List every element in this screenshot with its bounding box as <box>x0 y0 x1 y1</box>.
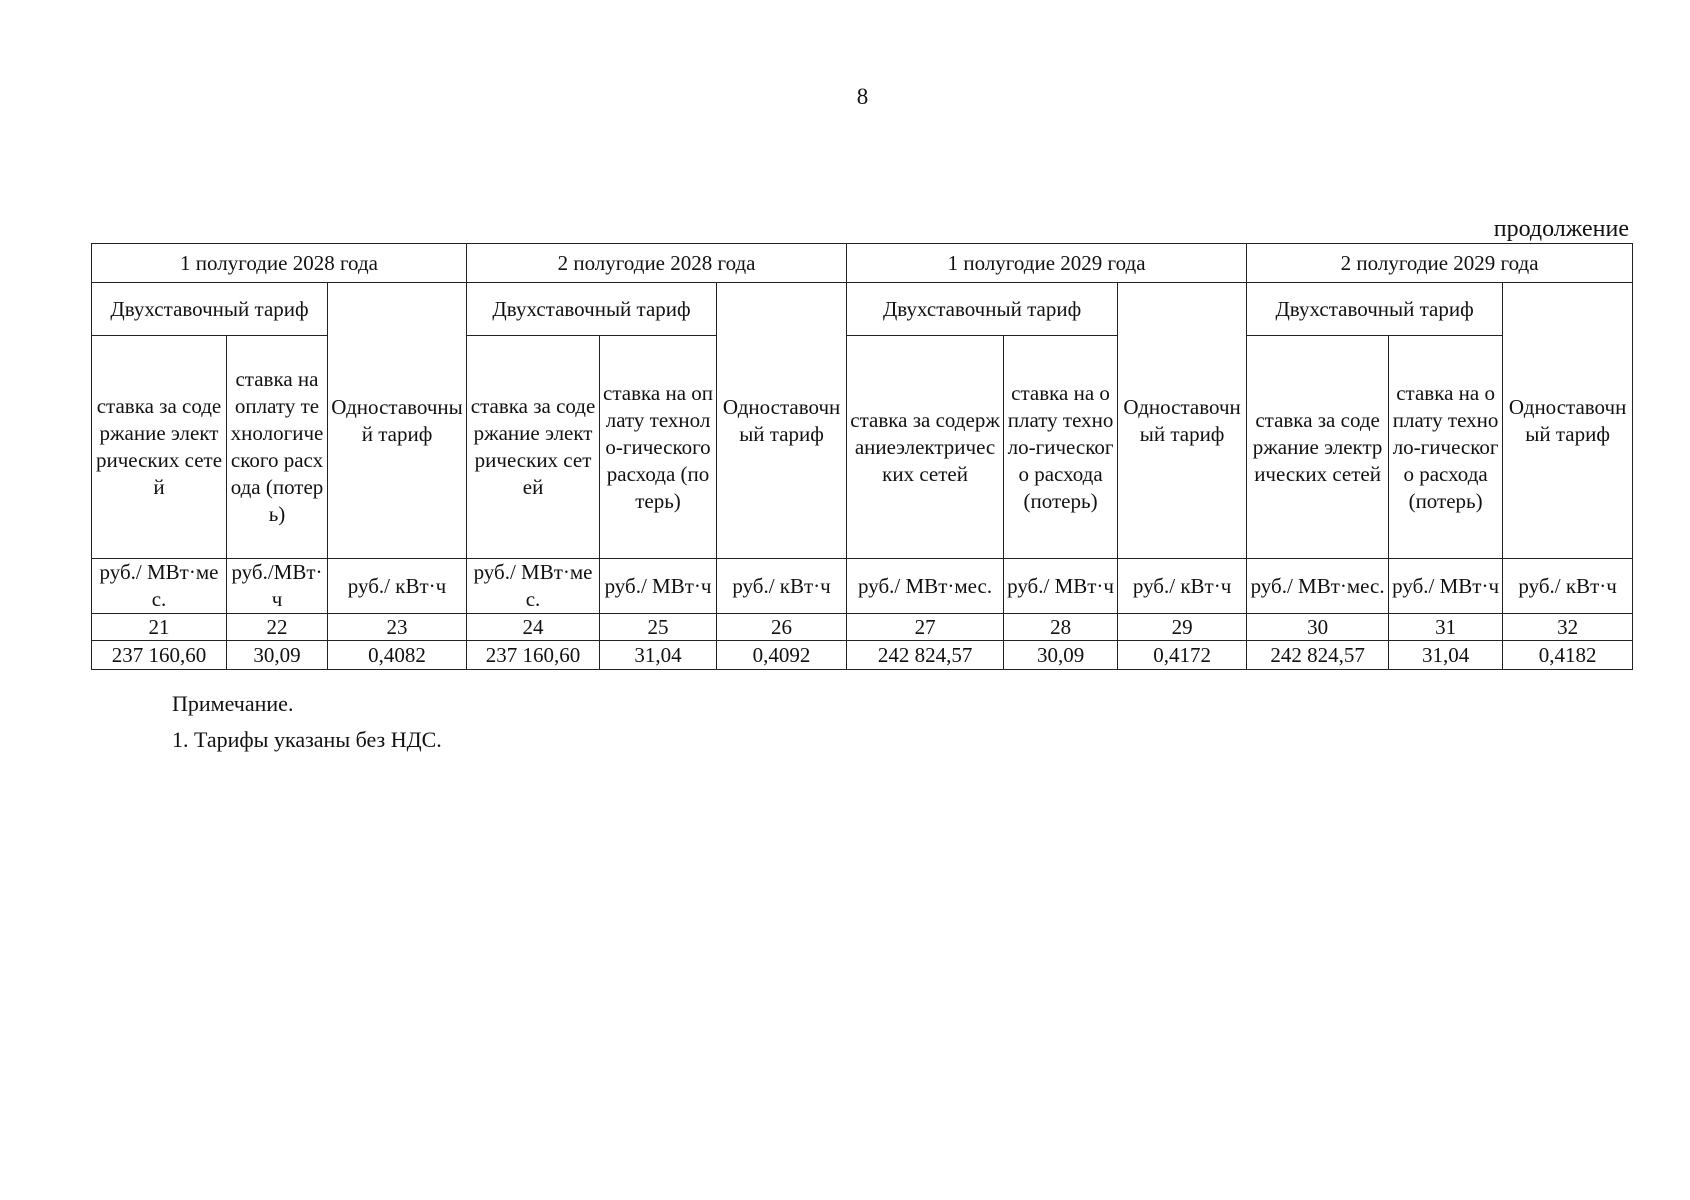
tariff-table-container <box>91 243 1632 670</box>
unit-cell: руб./ кВт·ч <box>1503 559 1633 614</box>
values-row <box>92 641 1633 670</box>
loss-rate-header: ставка на оплату технологического расхода (потерь) <box>227 336 328 559</box>
maintenance-rate-header: ставка за содержание электрических сетей <box>467 336 600 559</box>
unit-cell: руб./ кВт·ч <box>328 559 467 614</box>
unit-cell: руб./ МВт·ч <box>1389 559 1503 614</box>
column-number-cell: 29 <box>1118 614 1247 641</box>
column-number-cell: 27 <box>847 614 1004 641</box>
maintenance-rate-header: ставка за содержание электрических сетей <box>92 336 227 559</box>
unit-cell: руб./ МВт·мес. <box>847 559 1004 614</box>
unit-cell: руб./ МВт·ч <box>1004 559 1118 614</box>
value-cell: 31,04 <box>600 641 717 670</box>
two-part-tariff-header: Двухставочный тариф <box>847 283 1118 336</box>
unit-cell: руб./ кВт·ч <box>717 559 847 614</box>
column-number-cell: 24 <box>467 614 600 641</box>
maintenance-rate-header: ставка за содержание электрических сетей <box>1247 336 1389 559</box>
single-rate-tariff-header: Одноставочный тариф <box>328 283 467 559</box>
two-part-tariff-header: Двухставочный тариф <box>467 283 717 336</box>
tariff-type-header-row <box>92 283 1633 336</box>
tariff-table <box>91 243 1633 670</box>
value-cell: 30,09 <box>1004 641 1118 670</box>
unit-cell: руб./ МВт·мес. <box>92 559 227 614</box>
column-number-cell: 28 <box>1004 614 1118 641</box>
value-cell: 237 160,60 <box>92 641 227 670</box>
column-number-cell: 31 <box>1389 614 1503 641</box>
value-cell: 0,4092 <box>717 641 847 670</box>
single-rate-tariff-header: Одноставочный тариф <box>1118 283 1247 559</box>
column-number-cell: 25 <box>600 614 717 641</box>
continuation-label: продолжение <box>1493 216 1629 242</box>
two-part-tariff-header: Двухставочный тариф <box>1247 283 1503 336</box>
column-number-row <box>92 614 1633 641</box>
maintenance-rate-header: ставка за содержаниеэлектрических сетей <box>847 336 1004 559</box>
notes-title: Примечание. <box>172 691 294 716</box>
column-number-cell: 22 <box>227 614 328 641</box>
notes-section <box>172 686 442 758</box>
value-cell: 0,4082 <box>328 641 467 670</box>
value-cell: 31,04 <box>1389 641 1503 670</box>
loss-rate-header: ставка на оплату техноло-гического расхода (потерь) <box>600 336 717 559</box>
unit-cell: руб./ МВт·мес. <box>467 559 600 614</box>
column-number-cell: 23 <box>328 614 467 641</box>
period-header-3: 1 полугодие 2029 года <box>847 244 1247 283</box>
value-cell: 237 160,60 <box>467 641 600 670</box>
period-header-2: 2 полугодие 2028 года <box>467 244 847 283</box>
period-header-4: 2 полугодие 2029 года <box>1247 244 1633 283</box>
single-rate-tariff-header: Одноставочный тариф <box>717 283 847 559</box>
single-rate-tariff-header: Одноставочный тариф <box>1503 283 1633 559</box>
loss-rate-header: ставка на оплату техноло-гического расхода (потерь) <box>1389 336 1503 559</box>
unit-cell: руб./ МВт·ч <box>600 559 717 614</box>
value-cell: 0,4172 <box>1118 641 1247 670</box>
unit-cell: руб./ МВт·мес. <box>1247 559 1389 614</box>
value-cell: 242 824,57 <box>847 641 1004 670</box>
two-part-tariff-header: Двухставочный тариф <box>92 283 328 336</box>
column-number-cell: 32 <box>1503 614 1633 641</box>
units-row <box>92 559 1633 614</box>
unit-cell: руб./ кВт·ч <box>1118 559 1247 614</box>
value-cell: 30,09 <box>227 641 328 670</box>
rate-header-row <box>92 336 1633 559</box>
page-number: 8 <box>856 84 869 109</box>
loss-rate-header: ставка на оплату техноло-гического расхода (потерь) <box>1004 336 1118 559</box>
unit-cell: руб./МВт·ч <box>227 559 328 614</box>
value-cell: 0,4182 <box>1503 641 1633 670</box>
column-number-cell: 30 <box>1247 614 1389 641</box>
column-number-cell: 26 <box>717 614 847 641</box>
note-item: 1. Тарифы указаны без НДС. <box>172 727 442 752</box>
period-header-1: 1 полугодие 2028 года <box>92 244 467 283</box>
period-header-row <box>92 244 1633 283</box>
value-cell: 242 824,57 <box>1247 641 1389 670</box>
column-number-cell: 21 <box>92 614 227 641</box>
